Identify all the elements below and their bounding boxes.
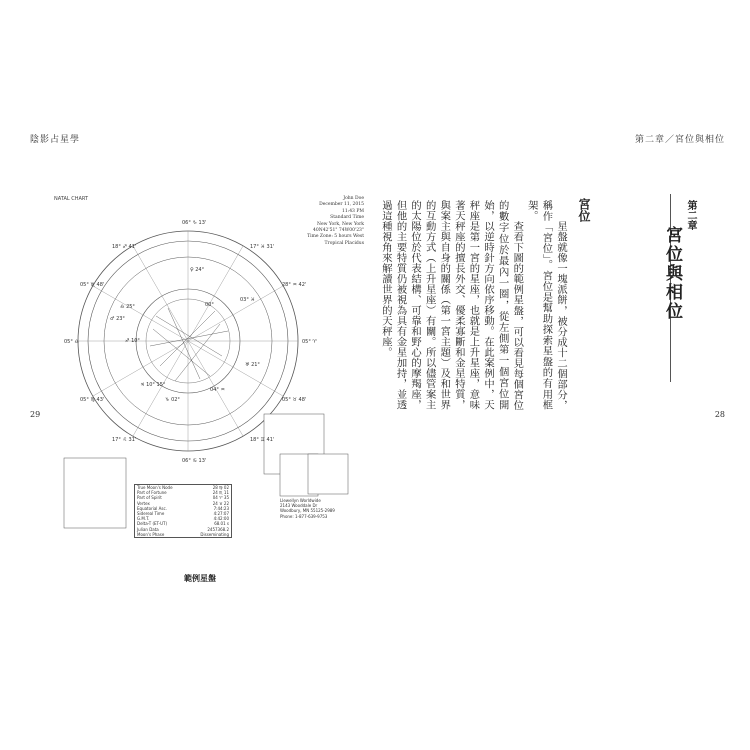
- chapter-label: 第二章: [685, 200, 696, 230]
- chart-info-line: 40N42'51" 74W00'23": [313, 228, 364, 234]
- svg-text:♀ 24°: ♀ 24°: [190, 267, 205, 273]
- chart-info-line: 11:43 PM: [341, 208, 364, 214]
- svg-text:♃ 10° 15°: ♃ 10° 15°: [140, 382, 166, 388]
- svg-text:05° ♈: 05° ♈: [302, 339, 317, 345]
- svg-text:18° ♐ 41': 18° ♐ 41': [112, 244, 137, 250]
- svg-text:♅ 21°: ♅ 21°: [245, 362, 260, 368]
- chapter-title: 宮位與相位: [662, 226, 682, 321]
- svg-text:06° ♑ 13': 06° ♑ 13': [182, 220, 207, 226]
- left-page: [30, 118, 370, 638]
- svg-text:06° ♋ 13': 06° ♋ 13': [182, 458, 207, 464]
- right-page: [380, 118, 725, 638]
- svg-text:00°: 00°: [205, 302, 214, 308]
- right-running-head: 第二章／宮位與相位: [634, 135, 725, 145]
- natal-chart: [50, 196, 372, 562]
- body-text: [379, 200, 568, 410]
- svg-text:05° ♏ 48': 05° ♏ 48': [80, 282, 105, 288]
- svg-text:17° ♓ 31': 17° ♓ 31': [250, 244, 275, 250]
- svg-text:28° ♒ 42': 28° ♒ 42': [282, 282, 307, 288]
- chart-title: NATAL CHART: [54, 196, 89, 202]
- chart-caption: 範例星盤: [184, 574, 216, 583]
- svg-text:♑ 02°: ♑ 02°: [165, 397, 180, 403]
- chart-info-line: Time Zone: 5 hours West: [307, 234, 364, 240]
- chart-info-block: [307, 196, 364, 247]
- left-page-number: 29: [30, 410, 41, 419]
- chart-info-line: Standard Time: [330, 215, 364, 221]
- publisher-info: Llewellyn Worldwide 2143 Wooddale Dr Woodbury, MN 55125-2989 Phone: 1-877-639-9753: [280, 498, 350, 519]
- svg-text:03° ♓: 03° ♓: [240, 297, 255, 303]
- chart-data-box: True Moon's Node 28 ♍ 02 Part of Fortune 24 ♏ 11 Part of Spirit 04 ♈ 35 Vertex 24 ♉ 22 Equatorial Asc. 7:44:23 Sidereal Time 4:27:07 G.M.T. 4:42:00 Delta-T (ET-UT) 68.01 s Julian Data 2457368.2 Moon's Phase Disseminating: [134, 484, 232, 538]
- svg-text:05° ♉ 48': 05° ♉ 48': [282, 397, 307, 403]
- chart-info-line: December 11, 2015: [319, 202, 364, 208]
- paragraph: 查看下圖的範例星盤，可以看見每個宮位的數字位於最內一圈，從左側第一個宮位開始，以逆時針方向依序移動。在此案例中，天秤座是第一宮的星座，也就是上升星座，意味著天秤座的擅長外交、優柔寡斷和金星特質，與案主與自身的關係（第一宮主題）及和世界的互動方式（上升星座）有關。所以儘管案主的太陽位於代表結構、可靠和野心的摩羯座，但他的主要特質仍被視為具有金星加持，並透過這種視角來解讀世界的天秤座。: [379, 200, 524, 410]
- right-page-number: 28: [714, 410, 725, 419]
- chart-info-line: New York, New York: [317, 221, 364, 227]
- svg-text:18° ♊ 41': 18° ♊ 41': [250, 437, 275, 443]
- svg-text:04° ♒: 04° ♒: [210, 387, 225, 393]
- svg-text:17° ♌ 31': 17° ♌ 31': [112, 437, 137, 443]
- paragraph: 星盤就像一塊派餅，被分成十二個部分，稱作「宮位」。宮位是幫助探索星盤的有用框架。: [525, 200, 567, 410]
- svg-text:♎ 25°: ♎ 25°: [120, 304, 135, 310]
- chart-info-line: John Doe: [343, 196, 364, 201]
- chart-info-line: Tropical Placidus: [324, 240, 364, 246]
- left-running-head: 陰影占星學: [30, 135, 81, 145]
- svg-text:05° ♍ 43': 05° ♍ 43': [80, 397, 105, 403]
- svg-text:♐ 10°: ♐ 10°: [125, 338, 140, 344]
- svg-text:05° ♎: 05° ♎: [64, 339, 79, 345]
- svg-text:♂ 23°: ♂ 23°: [110, 316, 125, 322]
- section-heading: 宮位: [577, 198, 591, 222]
